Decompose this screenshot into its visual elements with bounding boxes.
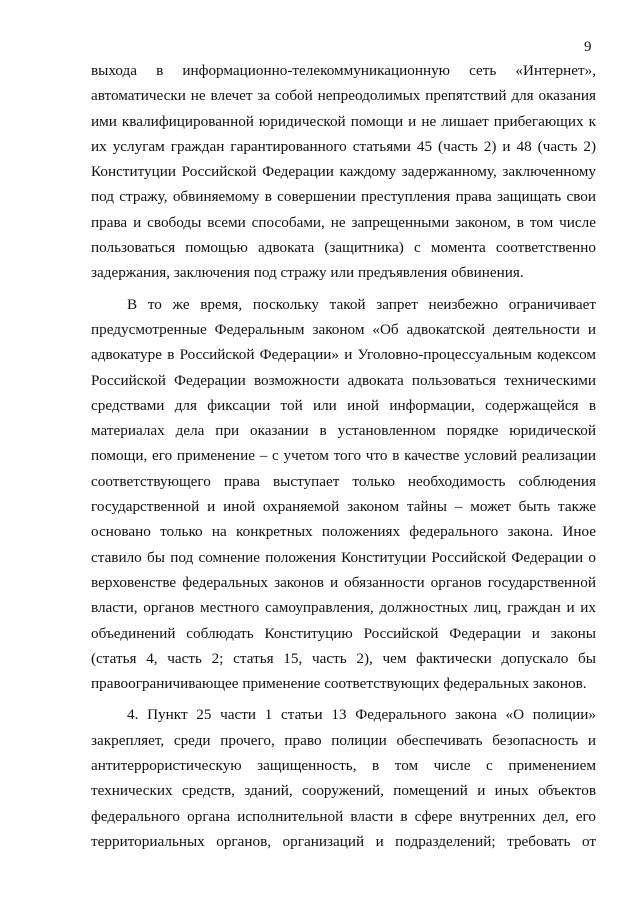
text-line: 4. Пункт 25 части 1 статьи 13 Федерального закона «О полиции» bbox=[127, 706, 596, 724]
text-line: технических средств, зданий, сооружений, помещений и иных объектов bbox=[91, 782, 596, 800]
text-line: правоограничивающее применение соответствующих федеральных законов. bbox=[91, 675, 587, 693]
text-line: федерального органа исполнительной власти в сфере внутренних дел, его bbox=[91, 807, 596, 825]
text-line: В то же время, поскольку такой запрет неизбежно ограничивает bbox=[127, 295, 596, 313]
text-line: их услугам граждан гарантированного статьями 45 (часть 2) и 48 (часть 2) bbox=[91, 137, 596, 155]
text-line: адвокатуре в Российской Федерации» и Уголовно-процессуальным кодексом bbox=[91, 346, 596, 364]
text-line: Конституции Российской Федерации каждому задержанному, заключенному bbox=[91, 163, 596, 181]
text-line: власти, органов местного самоуправления, должностных лиц, граждан и их bbox=[91, 599, 596, 617]
paragraph-2 bbox=[91, 292, 596, 697]
text-line: права и свободы всеми способами, не запрещенными законом, в том числе bbox=[91, 213, 596, 231]
text-line: (статья 4, часть 2; статья 15, часть 2), чем фактически допускало бы bbox=[91, 649, 596, 667]
text-line: автоматически не влечет за собой непреодолимых препятствий для оказания bbox=[91, 87, 596, 105]
text-line: под стражу, обвиняемому в совершении преступления права защищать свои bbox=[91, 188, 596, 206]
text-line: пользоваться помощью адвоката (защитника) с момента соответственно bbox=[91, 239, 596, 257]
document-body bbox=[91, 58, 596, 854]
text-line: ими квалифицированной юридической помощи и не лишает прибегающих к bbox=[91, 112, 596, 130]
text-line: ставило бы под сомнение положения Конституции Российской Федерации о bbox=[91, 548, 596, 566]
text-line: территориальных органов, организаций и подразделений; требовать от bbox=[91, 832, 596, 850]
text-line: предусмотренные Федеральным законом «Об адвокатской деятельности и bbox=[91, 320, 596, 338]
text-line: задержания, заключения под стражу или предъявления обвинения. bbox=[91, 264, 524, 282]
text-line: объединений соблюдать Конституцию Российской Федерации и законы bbox=[91, 624, 596, 642]
page-number: 9 bbox=[584, 39, 592, 55]
text-line: верховенстве федеральных законов и обязанности органов государственной bbox=[91, 573, 596, 591]
text-line: помощи, его применение – с учетом того что в качестве условий реализации bbox=[91, 447, 596, 465]
text-line: средствами для фиксации той или иной информации, содержащейся в bbox=[91, 396, 596, 414]
text-line: закрепляет, среди прочего, право полиции обеспечивать безопасность и bbox=[91, 731, 596, 749]
text-line: соответствующего права выступает только необходимость соблюдения bbox=[91, 472, 596, 490]
text-line: Российской Федерации возможности адвоката пользоваться техническими bbox=[91, 371, 596, 389]
paragraph-1 bbox=[91, 58, 596, 286]
text-line: антитеррористическую защищенность, в том числе с применением bbox=[91, 757, 596, 775]
text-line: материалах дела при оказании в установленном порядке юридической bbox=[91, 422, 596, 440]
text-line: выхода в информационно-телекоммуникационную сеть «Интернет», bbox=[91, 62, 596, 79]
text-line: основано только на конкретных положениях федерального закона. Иное bbox=[91, 523, 596, 541]
text-line: государственной и иной охраняемой законом тайны – может быть также bbox=[91, 498, 596, 516]
paragraph-3 bbox=[91, 702, 596, 854]
